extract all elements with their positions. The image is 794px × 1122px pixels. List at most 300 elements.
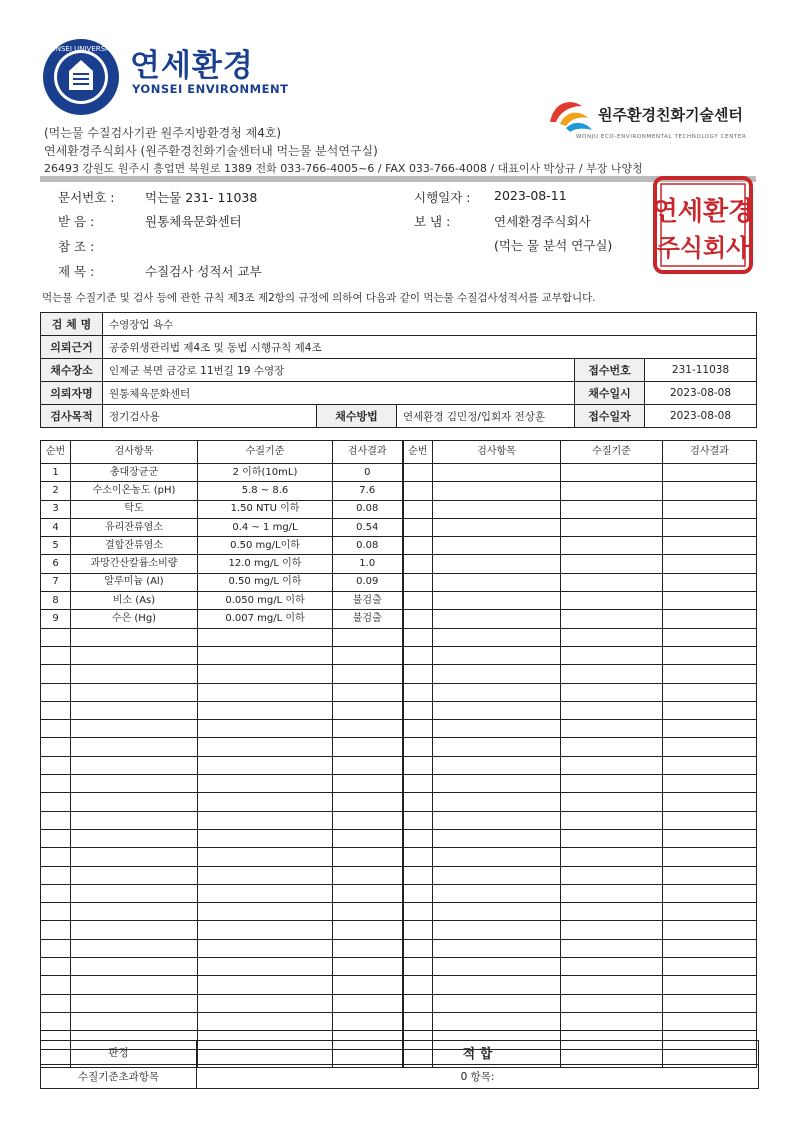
cell-no-right (403, 646, 433, 664)
cell-standard-right (561, 958, 663, 976)
cell-result: 0 (333, 464, 403, 482)
cell-result-right (663, 537, 757, 555)
place-value: 인제군 북면 금강로 11번길 19 수영장 (103, 359, 575, 382)
cell-standard-right (561, 848, 663, 866)
cell-result (333, 921, 403, 939)
cell-standard (198, 793, 333, 811)
cell-no-right (403, 518, 433, 536)
cell-standard-right (561, 555, 663, 573)
cell-result (333, 866, 403, 884)
cell-no-right (403, 720, 433, 738)
intro-text: 먹는물 수질기준 및 검사 등에 관한 규칙 제3조 제2항의 규정에 의하여 다음과 같이 먹는물 수질검사성적서를 교부합니다. (42, 292, 596, 304)
cell-item-right (433, 628, 561, 646)
cell-result-right (663, 848, 757, 866)
exceed-row (41, 1065, 759, 1089)
cell-standard-right (561, 903, 663, 921)
cell-no (41, 976, 71, 994)
cell-no-right (403, 1012, 433, 1030)
cell-result (333, 958, 403, 976)
cell-standard-right (561, 464, 663, 482)
cell-result-right (663, 646, 757, 664)
cell-result-right (663, 464, 757, 482)
cell-item-right (433, 1012, 561, 1030)
recipient-label: 받 음 : (58, 214, 95, 229)
cell-result (333, 738, 403, 756)
empty-table-row (41, 665, 757, 683)
cell-no (41, 921, 71, 939)
cell-standard-right (561, 701, 663, 719)
cell-no-right (403, 482, 433, 500)
cell-standard (198, 756, 333, 774)
sample-value: 수영장업 욕수 (103, 313, 757, 336)
empty-table-row (41, 683, 757, 701)
cell-item-right (433, 537, 561, 555)
sampling-date-label: 채수일시 (575, 382, 645, 405)
header-line-2: 연세환경주식회사 (원주환경친화기술센터내 먹는물 분석연구실) (44, 144, 378, 158)
cell-item (71, 738, 198, 756)
empty-table-row (41, 793, 757, 811)
cell-standard-right (561, 646, 663, 664)
cell-result: 0.08 (333, 500, 403, 518)
info-row-requester (41, 382, 757, 405)
cell-standard (198, 683, 333, 701)
cell-item-right (433, 793, 561, 811)
cell-standard-right (561, 573, 663, 591)
cell-result (333, 701, 403, 719)
cell-standard: 5.8 ~ 8.6 (198, 482, 333, 500)
cell-standard (198, 720, 333, 738)
cell-no-right (403, 775, 433, 793)
cell-standard (198, 665, 333, 683)
cell-standard-right (561, 884, 663, 902)
cell-standard (198, 866, 333, 884)
cell-no-right (403, 738, 433, 756)
table-row (41, 500, 757, 518)
cell-result (333, 994, 403, 1012)
table-row (41, 555, 757, 573)
cell-item-right (433, 775, 561, 793)
cell-standard-right (561, 482, 663, 500)
cell-item-right (433, 939, 561, 957)
header-line-3: 26493 강원도 원주시 흥업면 북원로 1389 전화 033-766-4005~6 / FAX 033-766-4008 / 대표이사 박상규 / 부장 나양청 (44, 162, 643, 175)
university-seal-icon (42, 38, 120, 116)
sender-label: 보 냄 : (414, 214, 451, 229)
cell-result (333, 775, 403, 793)
cell-no-right (403, 665, 433, 683)
cell-result-right (663, 665, 757, 683)
cell-standard (198, 994, 333, 1012)
cell-item (71, 701, 198, 719)
cell-item (71, 848, 198, 866)
header-line-1: (먹는물 수질검사기관 원주지방환경청 제4호) (44, 126, 282, 140)
cell-standard: 0.4 ~ 1 mg/L (198, 518, 333, 536)
cell-item (71, 628, 198, 646)
cell-no-right (403, 500, 433, 518)
receipt-no-value: 231-11038 (645, 359, 757, 382)
cell-standard-right (561, 775, 663, 793)
company-seal-stamp-icon (651, 174, 755, 276)
cell-standard-right (561, 811, 663, 829)
brand-name-korean: 연세환경 (130, 48, 254, 84)
cell-standard: 1.50 NTU 이하 (198, 500, 333, 518)
basis-value: 공중위생관리법 제4조 및 동법 시행규칙 제4조 (103, 336, 757, 359)
cell-result-right (663, 884, 757, 902)
cell-item (71, 811, 198, 829)
cell-result: 0.08 (333, 537, 403, 555)
cell-result-right (663, 573, 757, 591)
svg-text:YONSEI UNIVERSITY: YONSEI UNIVERSITY (46, 45, 116, 53)
cell-standard-right (561, 518, 663, 536)
empty-table-row (41, 994, 757, 1012)
cell-item-right (433, 994, 561, 1012)
header-divider (40, 176, 756, 182)
table-row (41, 610, 757, 628)
cell-no (41, 683, 71, 701)
cell-item (71, 1012, 198, 1030)
cell-standard-right (561, 1012, 663, 1030)
cell-item-right (433, 884, 561, 902)
cell-no-right (403, 793, 433, 811)
info-row-purpose (41, 405, 757, 428)
cell-result (333, 793, 403, 811)
basis-label: 의뢰근거 (41, 336, 103, 359)
cell-result (333, 628, 403, 646)
cell-result-right (663, 720, 757, 738)
cell-result (333, 884, 403, 902)
recipient-value: 원통체육문화센터 (145, 214, 242, 229)
center-subtitle: WONJU ECO-ENVIRONMENTAL TECHNOLOGY CENTER (576, 134, 747, 140)
cell-standard (198, 701, 333, 719)
cell-result-right (663, 482, 757, 500)
cell-standard-right (561, 756, 663, 774)
cell-result (333, 665, 403, 683)
cell-standard-right (561, 829, 663, 847)
cell-result (333, 811, 403, 829)
cell-no (41, 884, 71, 902)
cell-no-right (403, 866, 433, 884)
cell-item-right (433, 683, 561, 701)
empty-table-row (41, 976, 757, 994)
cell-item: 비소 (As) (71, 592, 198, 610)
cell-item-right (433, 829, 561, 847)
cell-item-right (433, 646, 561, 664)
cell-no: 1 (41, 464, 71, 482)
cell-result: 불검출 (333, 610, 403, 628)
cell-standard (198, 958, 333, 976)
cell-no-right (403, 537, 433, 555)
exceed-value: 0 항목: (197, 1065, 759, 1089)
cell-result (333, 903, 403, 921)
cell-item: 유리잔류염소 (71, 518, 198, 536)
cell-item-right (433, 756, 561, 774)
cell-standard: 0.007 mg/L 이하 (198, 610, 333, 628)
cell-result (333, 939, 403, 957)
subject-value: 수질검사 성적서 교부 (145, 264, 262, 279)
cell-no (41, 646, 71, 664)
cell-result-right (663, 592, 757, 610)
judgement-value: 적 합 (197, 1041, 759, 1065)
table-row (41, 537, 757, 555)
table-row (41, 518, 757, 536)
doc-no-label: 문서번호 : (58, 190, 115, 205)
table-row (41, 573, 757, 591)
info-row-basis (41, 336, 757, 359)
cell-no-right (403, 811, 433, 829)
cell-result-right (663, 518, 757, 536)
cell-no (41, 701, 71, 719)
cell-no (41, 958, 71, 976)
cell-item-right (433, 811, 561, 829)
cell-standard-right (561, 866, 663, 884)
cell-no (41, 848, 71, 866)
issue-date-value: 2023-08-11 (494, 188, 567, 203)
cell-item: 알루미늄 (Al) (71, 573, 198, 591)
cell-result: 0.54 (333, 518, 403, 536)
cell-item: 총대장균군 (71, 464, 198, 482)
cell-no-right (403, 610, 433, 628)
cell-result: 0.09 (333, 573, 403, 591)
empty-table-row (41, 720, 757, 738)
cell-result (333, 848, 403, 866)
cell-item (71, 903, 198, 921)
cell-no-right (403, 573, 433, 591)
header-standard: 수질기준 (198, 441, 333, 464)
cell-standard-right (561, 628, 663, 646)
cell-standard: 2 이하(10mL) (198, 464, 333, 482)
cell-no-right (403, 939, 433, 957)
header-result-right: 검사결과 (663, 441, 757, 464)
cell-no: 5 (41, 537, 71, 555)
table-row (41, 592, 757, 610)
method-value: 연세환경 김민정/입회자 전상훈 (397, 405, 575, 428)
cell-result (333, 646, 403, 664)
cell-result-right (663, 958, 757, 976)
cell-standard (198, 646, 333, 664)
cell-standard (198, 811, 333, 829)
receipt-date-label: 접수일자 (575, 405, 645, 428)
cell-result (333, 720, 403, 738)
cell-standard-right (561, 683, 663, 701)
cell-standard: 0.50 mg/L이하 (198, 537, 333, 555)
empty-table-row (41, 903, 757, 921)
requester-label: 의뢰자명 (41, 382, 103, 405)
header-result: 검사결과 (333, 441, 403, 464)
cell-result-right (663, 683, 757, 701)
judgement-table (40, 1040, 759, 1089)
cell-result-right (663, 939, 757, 957)
issue-date-label: 시행일자 : (414, 190, 471, 205)
cell-no: 2 (41, 482, 71, 500)
cell-standard (198, 628, 333, 646)
purpose-value: 정기검사용 (103, 405, 317, 428)
cell-standard-right (561, 738, 663, 756)
doc-no-value: 먹는물 231- 11038 (145, 190, 258, 205)
reference-label: 참 조 : (58, 239, 95, 254)
cell-result-right (663, 500, 757, 518)
cell-no (41, 939, 71, 957)
info-table (40, 312, 757, 428)
cell-standard-right (561, 720, 663, 738)
receipt-date-value: 2023-08-08 (645, 405, 757, 428)
empty-table-row (41, 921, 757, 939)
items-header-row (41, 441, 757, 464)
cell-no (41, 738, 71, 756)
table-row (41, 464, 757, 482)
cell-item: 수소이온농도 (pH) (71, 482, 198, 500)
cell-standard (198, 921, 333, 939)
cell-item: 결합잔류염소 (71, 537, 198, 555)
empty-table-row (41, 775, 757, 793)
sample-label: 검 체 명 (41, 313, 103, 336)
cell-item (71, 665, 198, 683)
cell-item (71, 994, 198, 1012)
cell-no-right (403, 555, 433, 573)
table-row (41, 482, 757, 500)
cell-item-right (433, 903, 561, 921)
cell-standard (198, 884, 333, 902)
cell-result-right (663, 976, 757, 994)
cell-result-right (663, 756, 757, 774)
requester-value: 원통체육문화센터 (103, 382, 575, 405)
cell-item (71, 793, 198, 811)
cell-no-right (403, 921, 433, 939)
cell-no-right (403, 756, 433, 774)
cell-item-right (433, 592, 561, 610)
empty-table-row (41, 646, 757, 664)
empty-table-row (41, 848, 757, 866)
center-name: 원주환경친화기술센터 (598, 106, 743, 124)
cell-no-right (403, 592, 433, 610)
cell-item-right (433, 976, 561, 994)
judgement-label: 판정 (41, 1041, 197, 1065)
cell-item-right (433, 866, 561, 884)
empty-table-row (41, 701, 757, 719)
cell-item (71, 829, 198, 847)
cell-standard-right (561, 537, 663, 555)
cell-item (71, 958, 198, 976)
svg-text:연세환경: 연세환경 (652, 197, 754, 227)
cell-result-right (663, 903, 757, 921)
cell-item-right (433, 518, 561, 536)
cell-item: 탁도 (71, 500, 198, 518)
cell-item-right (433, 573, 561, 591)
cell-standard-right (561, 500, 663, 518)
cell-no-right (403, 958, 433, 976)
cell-no (41, 756, 71, 774)
cell-no: 7 (41, 573, 71, 591)
sampling-date-value: 2023-08-08 (645, 382, 757, 405)
cell-item-right (433, 610, 561, 628)
cell-no-right (403, 701, 433, 719)
receipt-no-label: 접수번호 (575, 359, 645, 382)
cell-item-right (433, 464, 561, 482)
empty-table-row (41, 811, 757, 829)
brand-name-english: YONSEI ENVIRONMENT (132, 82, 289, 96)
cell-no: 6 (41, 555, 71, 573)
empty-table-row (41, 939, 757, 957)
cell-item (71, 646, 198, 664)
cell-item (71, 720, 198, 738)
cell-item (71, 683, 198, 701)
cell-result-right (663, 829, 757, 847)
cell-result-right (663, 738, 757, 756)
cell-result: 7.6 (333, 482, 403, 500)
cell-standard: 12.0 mg/L 이하 (198, 555, 333, 573)
cell-result: 불검출 (333, 592, 403, 610)
cell-standard (198, 775, 333, 793)
cell-item-right (433, 482, 561, 500)
empty-table-row (41, 738, 757, 756)
cell-item (71, 976, 198, 994)
cell-item: 과망간산칼륨소비량 (71, 555, 198, 573)
cell-item-right (433, 701, 561, 719)
cell-standard (198, 848, 333, 866)
cell-result (333, 829, 403, 847)
exceed-label: 수질기준초과항목 (41, 1065, 197, 1089)
method-label: 채수방법 (317, 405, 397, 428)
cell-item (71, 775, 198, 793)
cell-no: 4 (41, 518, 71, 536)
cell-no: 9 (41, 610, 71, 628)
cell-standard-right (561, 665, 663, 683)
cell-item-right (433, 665, 561, 683)
cell-result: 1.0 (333, 555, 403, 573)
cell-result-right (663, 994, 757, 1012)
cell-result-right (663, 610, 757, 628)
header-no-right: 순번 (403, 441, 433, 464)
cell-no (41, 720, 71, 738)
cell-item (71, 939, 198, 957)
cell-standard: 0.50 mg/L 이하 (198, 573, 333, 591)
cell-result-right (663, 811, 757, 829)
cell-result-right (663, 775, 757, 793)
cell-item (71, 884, 198, 902)
cell-item-right (433, 555, 561, 573)
cell-standard-right (561, 976, 663, 994)
purpose-label: 검사목적 (41, 405, 103, 428)
cell-item: 수은 (Hg) (71, 610, 198, 628)
cell-item (71, 921, 198, 939)
cell-standard (198, 903, 333, 921)
empty-table-row (41, 756, 757, 774)
cell-no (41, 811, 71, 829)
cell-no-right (403, 829, 433, 847)
cell-standard: 0.050 mg/L 이하 (198, 592, 333, 610)
cell-no: 8 (41, 592, 71, 610)
cell-item-right (433, 848, 561, 866)
cell-no-right (403, 628, 433, 646)
cell-no (41, 775, 71, 793)
place-label: 채수장소 (41, 359, 103, 382)
cell-result-right (663, 921, 757, 939)
cell-standard (198, 738, 333, 756)
cell-no (41, 793, 71, 811)
subject-label: 제 목 : (58, 264, 95, 279)
cell-no-right (403, 683, 433, 701)
cell-result (333, 756, 403, 774)
cell-item-right (433, 500, 561, 518)
info-row-sample (41, 313, 757, 336)
cell-result-right (663, 866, 757, 884)
cell-result-right (663, 701, 757, 719)
sender-subtitle: (먹는 물 분석 연구실) (494, 238, 613, 253)
cell-item-right (433, 738, 561, 756)
cell-no (41, 1012, 71, 1030)
cell-standard (198, 829, 333, 847)
cell-standard (198, 1012, 333, 1030)
cell-item-right (433, 958, 561, 976)
cell-no-right (403, 994, 433, 1012)
